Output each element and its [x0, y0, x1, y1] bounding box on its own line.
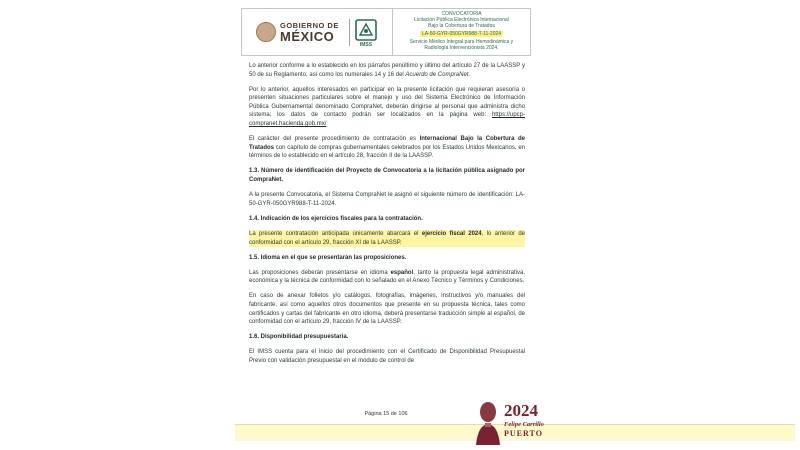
highlighted-paragraph: La presente contratación anticipada únicamente abarcará el ejercicio fiscal 2024, lo anterior de conformidad con el artículo 29, fracción XI de la LAASSP. [249, 230, 526, 246]
paragraph: A la presente Convocatoria, el Sistema CompraNet le asignó el siguiente número de identificación: LA-50-GYR-050GYR988-T-11-2024. [249, 192, 525, 207]
header-line: Licitación Pública Electrónica Internacional [414, 17, 509, 23]
paragraph: En caso de anexar folletos y/o catálogos, fotografías, imágenes, instructivos y/o manuales del fabricante, así como aquellos otros documentos que presente en su propuesta técnica, tales como certificados y cartas del fabricante en otro idioma, deberá presentarse traducción simple al español, de conformidad con el artículo 29, fracción IV de la LAASSP. [249, 293, 525, 326]
header-service-line: Servicio Médico Integral para Hemodinámica y [409, 39, 514, 45]
gobierno-line1: GOBIERNO DE [280, 21, 339, 30]
gobierno-emblem-icon [256, 22, 276, 42]
brand-name-line2: PUERTO [504, 429, 543, 438]
paragraph: Las proposiciones deberán presentarse en idioma español, tanto la propuesta legal administrativa, económica y la técnica de conformidad con lo señalado en el Anexo Técnico y Términos y Condiciones. [249, 269, 525, 285]
paragraph: El carácter del presente procedimiento de contratación es Internacional Bajo la Cobertura de Tratados con capítulo de compras gubernamentales celebrados por los Estados Unidos Mexicanos, en términos de lo establecido en el artículo 28, fracción II de la LAASSP. [249, 136, 526, 160]
header-line: CONVOCATORIA [441, 11, 482, 17]
section-heading-1-6: 1.6. Disponibilidad presupuestaria. [249, 334, 349, 341]
paragraph: Por lo anterior, aquellos interesados en participar en la presente licitación que requieran asesoría o presenten situaciones particulares sobre el manejo y uso del Sistema Electrónico de Información Pública Gubernamental denominado CompraNet, deberán dirigirse al personal que administra dicho sistema; los datos de contacto podrán ser localizados en la página web: https://upcp-compranet.hacienda.gob.mx/ [249, 86, 525, 128]
section-heading-1-3: 1.3. Número de identificación del Proyecto de Convocatoria a la licitación pública asignado por CompraNet. [249, 168, 525, 184]
document-body [249, 62, 525, 372]
brand-year: 2024 [504, 401, 538, 420]
portrait-icon [474, 399, 502, 445]
section-heading-1-5: 1.5. Idioma en el que se presentarán las proposiciones. [249, 254, 407, 261]
logo-divider [349, 19, 350, 46]
compranet-link[interactable]: https://upcp-compranet.hacienda.gob.mx/ [249, 112, 525, 128]
header-convocatoria [392, 9, 530, 55]
header-line: Bajo la Cobertura de Tratados [428, 23, 495, 29]
section-heading-1-4: 1.4. Indicación de los ejercicios fiscales para la contratación. [249, 215, 423, 222]
document-header [241, 8, 531, 56]
paragraph: El IMSS cuenta para el inicio del procedimiento con el Certificado de Disponibilidad Presupuestal Previo con validación presupuestal en el módulo de control de [249, 349, 525, 364]
header-service-line: Radiología Intervencionista 2024. [424, 45, 499, 51]
header-logos [242, 9, 392, 55]
brand-name-line1: Felipe Carrillo [504, 421, 544, 428]
document-page [241, 0, 531, 450]
imss-label: IMSS [359, 42, 373, 48]
page-number: Página 15 de 106 [364, 411, 408, 417]
paragraph: Lo anterior conforme a lo establecido en los párrafos penúltimo y último del artículo 27 de la LAASSP y 50 de su Reglamento, así como los numerales 14 y 16 del Acuerdo de CompraNet. [249, 63, 525, 78]
gobierno-line2: MÉXICO [280, 29, 335, 44]
header-code: LA-50-GYR-050GYR988-T-11-2024 [421, 31, 502, 37]
year-brand [474, 399, 544, 445]
